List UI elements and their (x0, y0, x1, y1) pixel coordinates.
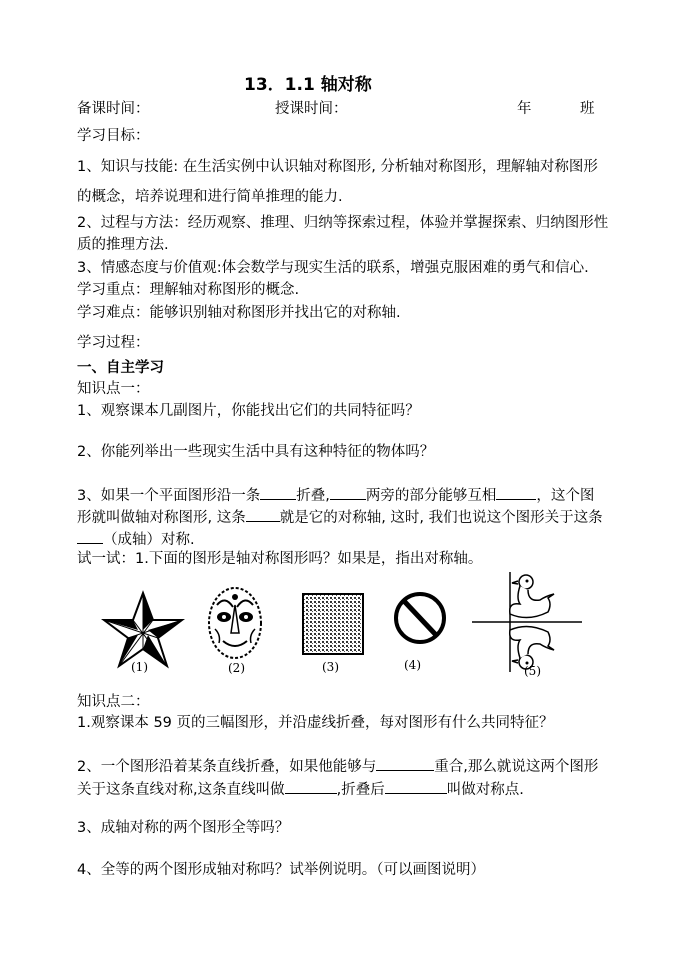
k2-question-3: 3、成轴对称的两个图形全等吗？ (77, 820, 290, 836)
k2q2-text-c: 关于这条直线对称,这条直线叫做 (77, 782, 285, 798)
q3-text-c: 两旁的部分能够互相 (365, 488, 497, 504)
goal-2-line-2: 质的推理方法. (77, 237, 169, 253)
k2-question-1: 1.观察课本 59 页的三幅图形，并沿虚线折叠，每对图形有什么共同特征？ (77, 715, 554, 731)
q3-text-e: 形就叫做轴对称图形, 这条 (77, 510, 246, 526)
answer-blank[interactable] (496, 485, 536, 500)
k2q2-text-e: 叫做对称点. (446, 782, 524, 798)
q3-text-b: 折叠, (296, 488, 330, 504)
try-it-prompt: 试一试：1.下面的图形是轴对称图形吗？如果是，指出对称轴。 (77, 551, 483, 567)
star-icon (100, 590, 186, 670)
figure-caption: (1) (131, 660, 148, 674)
key-point: 学习重点：理解轴对称图形的概念. (77, 282, 300, 298)
goal-3: 3、情感态度与价值观:体会数学与现实生活的联系，增强克服困难的勇气和信心. (77, 260, 589, 276)
section-heading: 一、自主学习 (77, 360, 164, 376)
question-3-line-2 (77, 507, 603, 527)
question-1: 1、观察课本几副图片，你能找出它们的共同特征吗？ (77, 403, 420, 419)
class-label: 班 (580, 101, 595, 117)
teach-time-label: 授课时间： (275, 101, 348, 117)
question-3-line-1 (77, 485, 594, 505)
q3-text-d: ，这个图 (536, 488, 595, 504)
answer-blank[interactable] (77, 529, 103, 544)
k2-question-2-line-1 (77, 756, 598, 776)
figure-caption: (5) (524, 664, 541, 678)
question-3-line-3 (77, 529, 195, 549)
process-label: 学习过程： (77, 335, 150, 351)
question-2: 2、你能列举出一些现实生活中具有这种特征的物体吗？ (77, 444, 435, 460)
answer-blank[interactable] (376, 756, 434, 771)
q3-text-a: 3、如果一个平面图形沿一条 (77, 488, 261, 504)
answer-blank[interactable] (330, 485, 366, 500)
page-title: 13．1.1 轴对称 (244, 75, 372, 95)
duck-reflection-icon (468, 568, 586, 676)
knowledge-point-1-label: 知识点一： (77, 381, 150, 397)
figure-caption: (2) (228, 661, 245, 675)
k2-question-4: 4、全等的两个图形成轴对称吗？试举例说明。（可以画图说明） (77, 862, 485, 878)
year-label: 年 (517, 101, 532, 117)
q3-text-g: （成轴）对称. (103, 532, 195, 548)
answer-blank[interactable] (385, 779, 447, 794)
knowledge-point-2-label: 知识点二： (77, 694, 150, 710)
header-row (77, 100, 595, 118)
q3-text-f: 就是它的对称轴, 这时, 我们也说这个图形关于这条 (279, 510, 603, 526)
k2q2-text-b: 重合,那么就说这两个图形 (434, 759, 599, 775)
goal-1-line-2: 的概念，培养说理和进行简单推理的能力. (77, 189, 343, 205)
figure-caption: (4) (404, 658, 421, 672)
answer-blank[interactable] (260, 485, 296, 500)
k2-question-2-line-2 (77, 779, 524, 799)
k2q2-text-a: 2、一个图形沿着某条直线折叠，如果他能够与 (77, 759, 377, 775)
difficulty: 学习难点：能够识别轴对称图形并找出它的对称轴. (77, 305, 401, 321)
goal-1-line-1: 1、知识与技能: 在生活实例中认识轴对称图形, 分析轴对称图形，理解轴对称图形 (77, 159, 598, 175)
k2q2-text-d: ,折叠后 (336, 782, 385, 798)
answer-blank[interactable] (285, 779, 337, 794)
prep-time-label: 备课时间： (77, 101, 150, 117)
answer-blank[interactable] (246, 507, 280, 522)
figure-caption: (3) (322, 660, 339, 674)
goals-label: 学习目标： (77, 128, 150, 144)
prohibition-sign-icon (392, 590, 448, 646)
textured-square-icon (302, 593, 364, 655)
goal-2-line-1: 2、过程与方法：经历观察、推理、归纳等探索过程，体验并掌握探索、归纳图形性 (77, 215, 609, 231)
opera-mask-icon (205, 585, 265, 661)
